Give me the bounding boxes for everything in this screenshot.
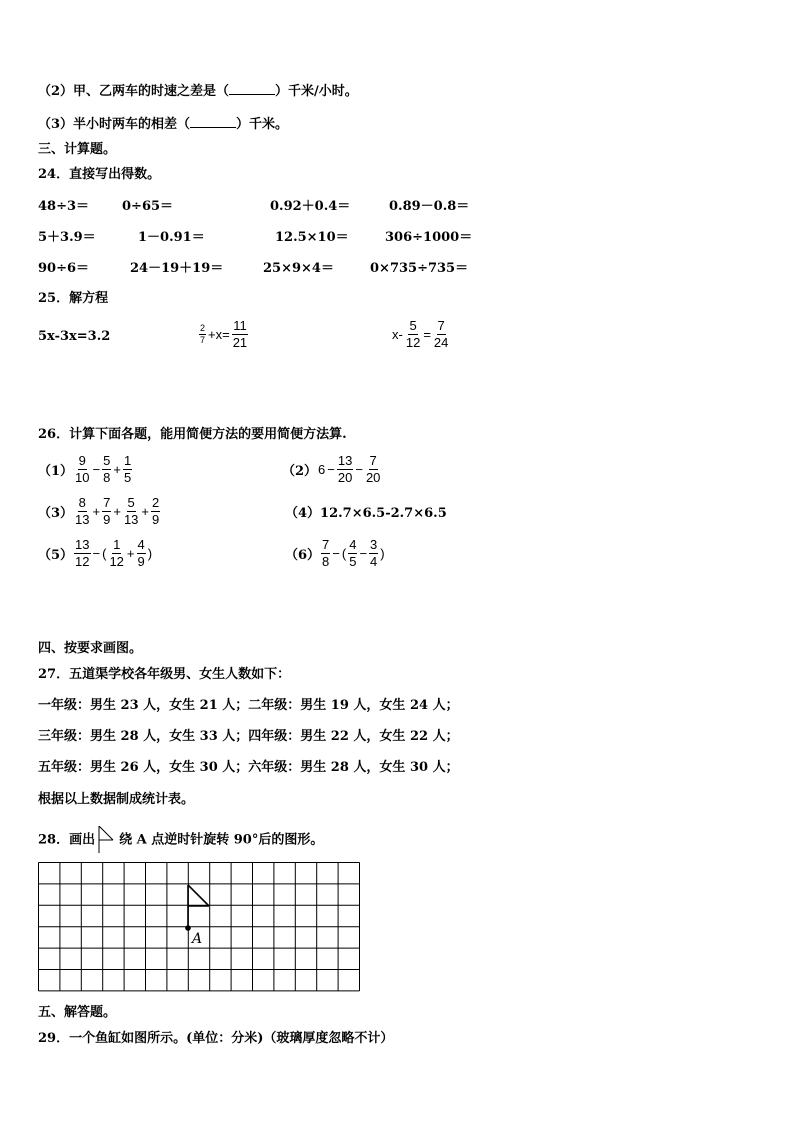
fraction: $\frac{9}{10}$: [75, 453, 90, 485]
q24-item: 0×735÷735＝: [370, 261, 469, 276]
equation-operator: +x=: [208, 327, 230, 342]
problem-number: （3）: [38, 506, 74, 521]
q26-problem-1: [38, 453, 133, 486]
problem-expression: 12.7×6.5-2.7×6.5: [320, 506, 447, 521]
equation-lead: x-: [392, 327, 403, 342]
q28-title: [38, 826, 323, 854]
fraction: $\frac{2}{7}$: [200, 323, 206, 345]
answer-blank[interactable]: [190, 116, 236, 128]
q24-item: 0.89－0.8＝: [389, 199, 470, 214]
operator: −: [327, 462, 335, 477]
problem-number: （4）: [285, 506, 321, 521]
operator: +: [126, 546, 135, 561]
equation-2: [198, 318, 249, 351]
operator: +: [113, 462, 121, 477]
q27-title: 27．五道渠学校各年级男、女生人数如下：: [38, 667, 291, 682]
q26-problem-2: [282, 453, 382, 486]
q26-problem-4: [285, 506, 447, 522]
fraction: $\frac{1}{12}$: [109, 537, 124, 569]
section-4-heading: 四、按要求画图。: [38, 641, 143, 656]
q27-data-line: 三年级：男生 28 人，女生 33 人；四年级：男生 22 人，女生 22 人；: [38, 729, 459, 744]
equation-1: 5x-3x=3.2: [38, 329, 111, 344]
fraction: $\frac{13}{20}$: [337, 453, 353, 485]
q28-text-pre: 28．画出: [38, 832, 96, 848]
fraction: $\frac{5}{8}$: [103, 453, 111, 485]
section-5-heading: 五、解答题。: [38, 1005, 117, 1020]
q26-problem-6: [285, 537, 386, 570]
q26-title: 26．计算下面各题，能用简便方法的要用简便方法算.: [38, 427, 347, 442]
flag-figure-icon: [97, 826, 117, 854]
fraction: $\frac{13}{12}$: [75, 537, 90, 569]
q24-item: 5＋3.9＝: [38, 230, 96, 245]
q24-item: 25×9×4＝: [263, 261, 334, 276]
answer-blank[interactable]: [229, 83, 275, 95]
operator: +: [141, 504, 149, 519]
fraction: $\frac{7}{9}$: [103, 495, 111, 527]
fraction: $\frac{4}{5}$: [349, 537, 357, 569]
q24-item: 12.5×10＝: [275, 230, 349, 245]
fraction: $\frac{4}{9}$: [137, 537, 145, 569]
equation-3: [391, 318, 450, 351]
point-label-a: A: [192, 931, 203, 947]
q24-item: 90÷6＝: [38, 261, 90, 276]
q24-item: 0÷65＝: [122, 199, 174, 214]
fraction: $\frac{1}{5}$: [123, 453, 132, 485]
q23-part2-text: （2）甲、乙两车的时速之差是（: [38, 84, 230, 99]
equation-operator: =: [423, 327, 431, 342]
fraction: $\frac{11}{21}$: [232, 318, 248, 350]
q26-problem-3: [38, 495, 161, 528]
q24-item: 24－19＋19＝: [130, 261, 224, 276]
q29-title: 29．一个鱼缸如图所示。(单位：分米)（玻璃厚度忽略不计）: [38, 1031, 394, 1046]
problem-number: （6）: [285, 548, 321, 563]
q28-text-post: 绕 A 点逆时针旋转 90°后的图形。: [119, 832, 324, 848]
fraction: $\frac{2}{9}$: [152, 495, 160, 527]
fraction: $\frac{5}{13}$: [123, 495, 139, 527]
q24-item: 306÷1000＝: [385, 230, 473, 245]
paren: (: [102, 546, 107, 561]
q23-part2: [38, 83, 358, 100]
fraction: $\frac{8}{13}$: [75, 495, 90, 527]
section-3-heading: 三、计算题。: [38, 142, 117, 157]
q23-part2-unit: ）千米/小时。: [275, 84, 358, 99]
fraction: $\frac{7}{20}$: [365, 453, 381, 485]
q26-problem-5: [38, 537, 153, 570]
operator: +: [113, 504, 121, 519]
q24-title: 24．直接写出得数。: [38, 167, 161, 182]
fraction: $\frac{3}{4}$: [370, 537, 378, 569]
operator: +: [92, 504, 101, 519]
rotation-grid: [38, 862, 362, 992]
problem-number: （2）: [282, 464, 318, 479]
q23-part3-unit: ）千米。: [236, 117, 289, 132]
problem-number: （1）: [38, 464, 74, 479]
fraction: $\frac{5}{12}$: [405, 318, 421, 350]
q27-instruction: 根据以上数据制成统计表。: [38, 792, 195, 807]
paren: ): [147, 546, 153, 561]
paren: ): [380, 546, 385, 561]
q23-part3-text: （3）半小时两车的相差（: [38, 117, 191, 132]
q25-title: 25．解方程: [38, 291, 109, 306]
q24-item: 48÷3＝: [38, 199, 90, 214]
fraction: $\frac{7}{8}$: [322, 537, 330, 569]
figure-diagonal-edge: [188, 885, 209, 906]
q27-data-line: 一年级：男生 23 人，女生 21 人；二年级：男生 19 人，女生 24 人；: [38, 698, 459, 713]
operand: 6: [318, 462, 326, 477]
q27-data-line: 五年级：男生 26 人，女生 30 人；六年级：男生 28 人，女生 30 人；: [38, 760, 459, 775]
fraction: $\frac{7}{24}$: [433, 318, 449, 350]
operator: −: [92, 462, 101, 477]
problem-number: （5）: [38, 548, 74, 563]
operator: −: [332, 546, 340, 561]
q24-item: 1－0.91＝: [138, 230, 205, 245]
operator: −: [92, 546, 101, 561]
q23-part3: [38, 116, 288, 133]
q24-item: 0.92＋0.4＝: [270, 199, 351, 214]
paren: (: [341, 546, 347, 561]
rotation-point: [185, 925, 191, 931]
operator: −: [359, 546, 368, 561]
operator: −: [355, 462, 363, 477]
